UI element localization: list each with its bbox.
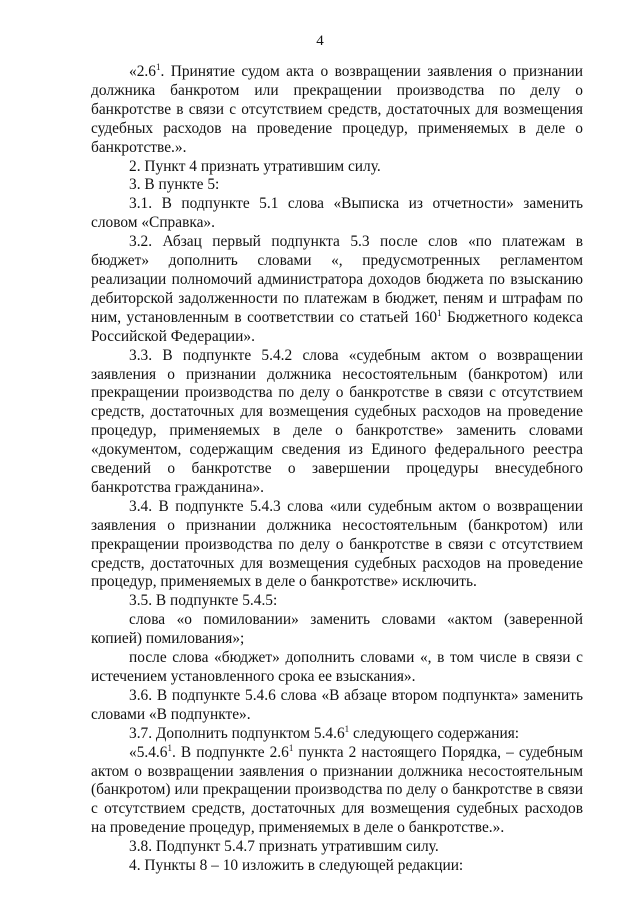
paragraph-item-4: 4. Пункты 8 – 10 изложить в следующей редакции: [129, 857, 464, 875]
paragraph-3-4: 3.4. В подпункте 5.4.3 слова «или судебным актом о возвращении заявления о признании должника несостоятельным (банкротом) или прекращении производства по делу о банкротстве в связи с отсутствием средств, достаточных для возмещения судебных расходов на проведение процедур, применяемых в деле о банкротстве» исключить. [91, 497, 583, 591]
paragraph-3-5: 3.5. В подпункте 5.4.5: [129, 592, 278, 610]
paragraph-3-8: 3.8. Подпункт 5.4.7 признать утратившим силу. [129, 838, 439, 856]
paragraph-3-3: 3.3. В подпункте 5.4.2 слова «судебным актом о возвращении заявления о признании должника несостоятельным (банкротом) или прекращении производства по делу о банкротстве в связи с отсутствием средств, достаточных для возмещения судебных расходов на проведение процедур, применяемых в деле о банкротстве» заменить словами «документом, содержащим сведения из Единого федерального реестра сведений о банкротстве о завершении процедуры внесудебного банкротства гражданина». [91, 346, 583, 496]
document-body [91, 63, 583, 876]
paragraph-3-1: 3.1. В подпункте 5.1 слова «Выписка из отчетности» заменить словом «Справка». [91, 195, 583, 232]
paragraph-item-2: 2. Пункт 4 признать утратившим силу. [129, 157, 381, 175]
paragraph-2-6-1: «$2.6^1$. Принятие судом акта о возвращении заявления о признании должника банкротом или прекращении производства по делу о банкротстве в связи с отсутствием средств, достаточных для возмещения судебных расходов на проведение процедур, применяемых в деле о банкротстве.». [91, 62, 583, 156]
paragraph-3-2: 3.2. Абзац первый подпункта 5.3 после слов «по платежам в бюджет» дополнить словами «, предусмотренных регламентом реализации полномочий администратора доходов бюджета по взысканию дебиторской задолженности по платежам в бюджет, пеням и штрафам по ним, установленным в соответствии со статьей $160^1$ Бюджетного кодекса Российской Федерации». [91, 233, 583, 345]
paragraph-3-6: 3.6. В подпункте 5.4.6 слова «В абзаце втором подпункта» заменить словами «В подпункте». [91, 686, 583, 723]
paragraph-3-7: 3.7. Дополнить подпунктом 5.4.6$^1$ следующего содержания: [129, 723, 520, 742]
paragraph-5-4-6-1: «5.4.6$^1$. В подпункте $2.6^1$ пункта 2 настоящего Порядка, – судебным актом о возвращении заявления о признании должника несостоятельным (банкротом) или прекращении производства по делу о банкротстве в связи с отсутствием средств, достаточных для возмещения судебных расходов на проведение процедур, применяемых в деле о банкротстве.». [91, 742, 583, 837]
page-number: 4 [316, 33, 324, 49]
paragraph-3-5-b: после слова «бюджет» дополнить словами «, в том числе в связи с истечением установленного срока ее взыскания». [91, 649, 583, 685]
paragraph-3-5-a: слова «о помиловании» заменить словами «актом (заверенной копией) помилования»; [91, 611, 583, 648]
paragraph-item-3: 3. В пункте 5: [129, 176, 220, 194]
